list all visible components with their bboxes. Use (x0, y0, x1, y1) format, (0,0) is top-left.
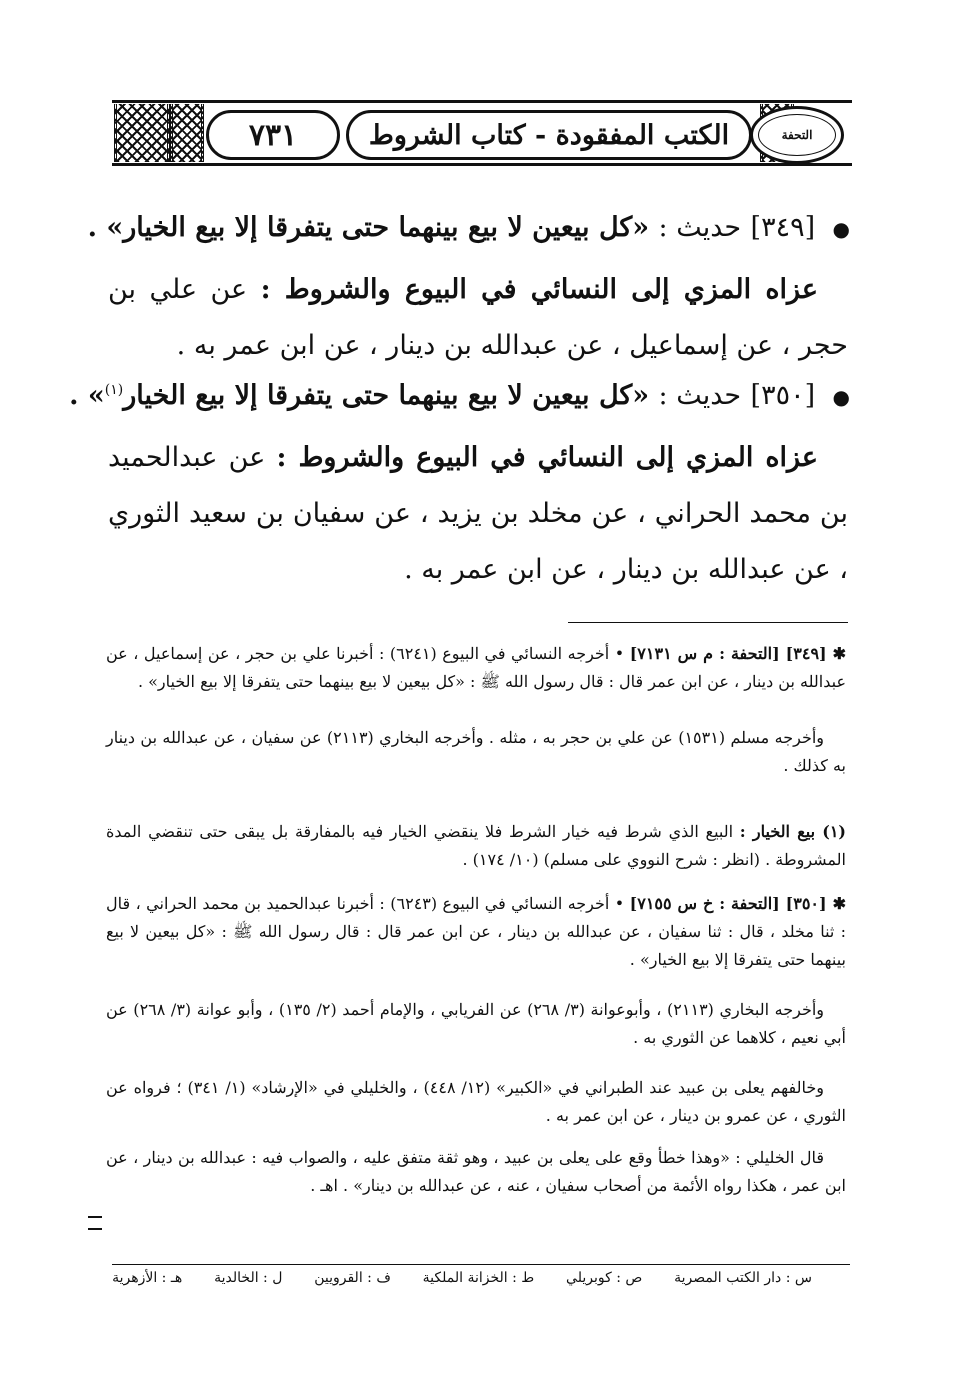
isnad-chain: عن علي بن حجر ، عن إسماعيل ، عن عبدالله بن دينار ، عن ابن عمر به . (108, 274, 848, 361)
hadith-heading-349 (87, 212, 850, 243)
entry-number: [٣٥٠] (750, 380, 816, 411)
attribution-350 (108, 430, 848, 598)
footnote-350-p3 (106, 1074, 846, 1130)
footnote-350-p2 (106, 996, 846, 1052)
footnote-text: وأخرجه البخاري (٢١١٣) ، وأبوعوانة (٣/ ٢٦٨) عن الفريابي ، والإمام أحمد (٢/ ١٣٥) ، وأبو عوانة (٣/ ٢٦٨) عن أبي نعيم ، كلاهما عن الثوري به . (106, 1000, 846, 1047)
hadith-heading-350 (69, 380, 850, 411)
footnote-ref[interactable]: (١) (104, 382, 124, 398)
heading-word: حديث : (658, 212, 742, 243)
entry-number: [٣٤٩] (750, 212, 816, 243)
abbrev-item: ص : كوبريلي (566, 1270, 643, 1286)
ornament-icon (114, 104, 170, 162)
footnote-349-cont (106, 724, 846, 780)
footnote-label: (١) بيع الخيار : (739, 822, 846, 841)
running-title: الكتب المفقودة - كتاب الشروط (346, 110, 752, 160)
abbrev-item: ل : الخالدية (214, 1270, 283, 1286)
footnote-text: البيع الذي شرط فيه خيار الشرط فلا ينقضي الخيار فيه بالمفارقة بل يبقى حتى تنقضي المدة المشروطة . (انظر : شرح النووي على مسلم) (١٠/ ١٧٤) . (106, 822, 846, 869)
attribution-lead: عزاه المزي إلى النسائي في البيوع والشروط : (260, 274, 819, 305)
abbrev-item: ط : الخزانة الملكية (422, 1270, 535, 1286)
manuscript-abbreviations (112, 1270, 812, 1294)
abbrev-item: ف : القرويين (314, 1270, 391, 1286)
isnad-chain: عن عبدالحميد بن محمد الحراني ، عن مخلد بن يزيد ، عن سفيان بن سعيد الثوري ، عن عبدالله بن دينار ، عن ابن عمر به . (108, 442, 848, 585)
attribution-lead: عزاه المزي إلى النسائي في البيوع والشروط : (276, 442, 818, 473)
hadith-text: «كل بيعين لا بيع بينهما حتى يتفرقا إلا بيع الخيار» . (87, 212, 650, 243)
footnote-text: وخالفهم يعلى بن عبيد عند الطبراني في «الكبير» (١٢/ ٤٤٨) ، والخليلي في «الإرشاد» (١/ ٣٤١) ؛ فرواه عن الثوري ، عن عمرو بن دينار ، عن ابن عمر به . (106, 1078, 846, 1125)
bullet-icon: ● (832, 217, 850, 241)
footnote-text: قال الخليلي : «وهذا خطأ وقع على يعلى بن عبيد ، وهو ثقة متفق عليه ، والصواب فيه : عبدالله بن دينار ، عن ابن عمر ، هكذا رواه الأئمة من أصحاب سفيان ، عنه ، عن عبدالله بن دينار» . اهـ . (106, 1148, 846, 1195)
asterisk-icon: ✱ (832, 894, 846, 913)
page-number: ٧٣١ (206, 110, 340, 160)
abbrev-item: هـ : الأزهرية (112, 1270, 183, 1286)
footnote-tag: [٣٤٩] [التحفة : م س ٧١٣١] (629, 644, 827, 663)
footnote-1 (106, 818, 846, 874)
bullet-icon: ● (832, 385, 850, 409)
hadith-text: «كل بيعين لا بيع بينهما حتى يتفرقا إلا بيع الخيار (123, 380, 650, 411)
hadith-text-end: » . (69, 380, 105, 411)
abbreviations-separator (112, 1264, 850, 1265)
footnote-350 (106, 890, 846, 974)
footnote-text: وأخرجه مسلم (١٥٣١) عن علي بن حجر به ، مثله . وأخرجه البخاري (٢١١٣) عن سفيان ، عن عبدالله بن دينار به كذلك . (106, 728, 846, 775)
running-header (112, 100, 852, 166)
abbrev-item: س : دار الكتب المصرية (674, 1270, 812, 1286)
logo-text: التحفة (781, 128, 813, 142)
heading-word: حديث : (658, 380, 742, 411)
attribution-349 (108, 262, 848, 374)
margin-mark-icon (88, 1216, 102, 1230)
footnote-350-p4 (106, 1144, 846, 1200)
asterisk-icon: ✱ (832, 644, 847, 663)
footnote-text: • أخرجه النسائي في البيوع (٦٢٤٣) : أخبرنا عبدالحميد بن محمد الحراني ، قال : ثنا مخلد ، قال : ثنا سفيان ، عن عبدالله بن دينار ، عن ابن عمر قال : قال رسول الله ﷺ : «كل بيعين لا بيع بينهما حتى يتفرقا إلا بيع الخيار» . (106, 894, 846, 969)
footnote-separator (568, 622, 848, 623)
publisher-logo (750, 106, 844, 164)
footnote-349 (106, 640, 846, 696)
footnote-tag: [٣٥٠] [التحفة : خ س ٧١٥٥] (629, 894, 827, 913)
ornament-icon (170, 104, 204, 162)
footnote-text: • أخرجه النسائي في البيوع (٦٢٤١) : أخبرنا علي بن حجر ، عن إسماعيل ، عن عبدالله بن دينار ، عن ابن عمر قال : قال رسول الله ﷺ : «كل بيعين لا بيع بينهما حتى يتفرقا إلا بيع الخيار» . (106, 644, 846, 691)
